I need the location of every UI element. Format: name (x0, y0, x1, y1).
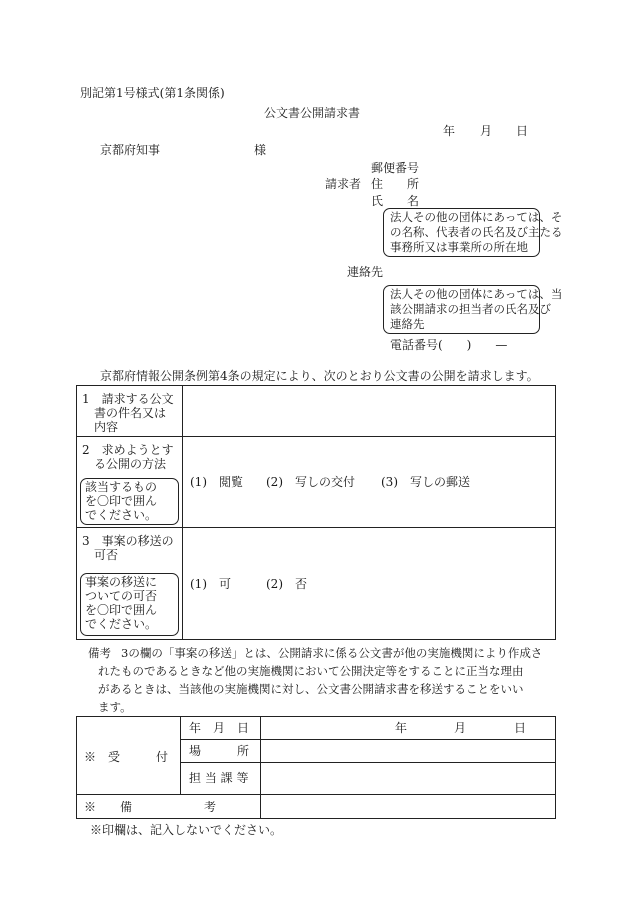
row2-note-line-1: 該当するもの (85, 480, 158, 494)
name-label: 氏 名 (371, 194, 420, 208)
office-divider-h2 (180, 762, 556, 763)
row2-label-line-1: 2 求めようとす (82, 443, 174, 457)
office-divider-v2 (260, 716, 261, 819)
remarks-line-4: ます。 (98, 700, 132, 714)
office-divider-h3 (76, 794, 556, 795)
table-column-divider (182, 385, 183, 640)
contact-label: 連絡先 (347, 265, 384, 279)
contact-note-line-1: 法人その他の団体にあっては、当 (390, 287, 563, 301)
contact-note-line-2: 該公開請求の担当者の氏名及び (390, 302, 551, 316)
postal-code-label: 郵便番号 (371, 161, 420, 175)
row1-label-line-2: 書の件名又は (82, 406, 167, 420)
row3-note-line-1: 事案の移送に (85, 575, 158, 589)
office-date-day: 日 (514, 721, 527, 735)
row2-note-line-3: でください。 (85, 508, 158, 522)
remarks-line-3: があるときは、当該他の実施機関に対し、公文書公開請求書を移送することをいい (98, 682, 524, 696)
row3-label-line-2: 可否 (82, 548, 119, 562)
row2-label-line-2: る公開の方法 (82, 457, 167, 471)
office-notes-label: ※ 備 考 (84, 800, 217, 814)
office-divider-h1 (180, 739, 556, 740)
row3-note-line-3: を〇印で囲ん (85, 603, 158, 617)
form-number: 別記第1号様式(第1条関係) (80, 86, 225, 100)
footer-note: ※印欄は、記入しないでください。 (90, 823, 283, 837)
subject-input-area[interactable] (184, 387, 554, 435)
remarks-label: 備考 (88, 646, 111, 660)
document-title: 公文書公開請求書 (264, 106, 361, 120)
corporation-note-line-2: の名称、代表者の氏名及び主たる (390, 225, 563, 239)
phone-number-label: 電話番号( ) — (390, 338, 508, 352)
row1-label-line-3: 内容 (82, 420, 119, 434)
row1-label-line-1: 1 請求する公文 (82, 392, 174, 406)
office-date-month: 月 (454, 721, 467, 735)
office-date-label: 年 月 日 (189, 721, 250, 735)
row2-note-line-2: を〇印で囲ん (85, 494, 158, 508)
requester-label: 請求者 (325, 177, 362, 191)
request-statement: 京都府情報公開条例第4条の規定により、次のとおり公文書の公開を請求します。 (100, 369, 539, 383)
office-date-year: 年 (395, 721, 408, 735)
row3-note-line-4: でください。 (85, 617, 158, 631)
row3-note-line-2: ついての可否 (85, 589, 158, 603)
address-label: 住 所 (371, 177, 420, 191)
honorific: 様 (254, 143, 267, 157)
receipt-label: ※ 受 付 (84, 750, 169, 764)
date-year-label: 年 (443, 124, 456, 138)
option-copy-mailing[interactable]: (3) 写しの郵送 (381, 475, 470, 489)
option-inspection[interactable]: (1) 閲覧 (190, 475, 243, 489)
option-transfer-no[interactable]: (2) 否 (266, 577, 307, 591)
corporation-note-line-3: 事務所又は事業所の所在地 (390, 240, 528, 254)
remarks-line-2: れたものであるときなど他の実施機関において公開決定等をすることに正当な理由 (98, 664, 524, 678)
option-copy-delivery[interactable]: (2) 写しの交付 (266, 475, 355, 489)
date-month-label: 月 (480, 124, 493, 138)
contact-note-line-3: 連絡先 (390, 317, 425, 331)
table-row-divider-1 (76, 436, 556, 437)
table-row-divider-2 (76, 527, 556, 528)
row3-label-line-1: 3 事案の移送の (82, 534, 174, 548)
remarks-line-1: 3の欄の「事案の移送」とは、公開請求に係る公文書が他の実施機関により作成さ (121, 646, 543, 660)
addressee: 京都府知事 (100, 143, 161, 157)
office-divider-v1 (180, 716, 181, 795)
corporation-note-line-1: 法人その他の団体にあっては、そ (390, 210, 563, 224)
date-day-label: 日 (516, 124, 529, 138)
office-dept-label: 担 当 課 等 (189, 771, 249, 785)
option-transfer-yes[interactable]: (1) 可 (190, 577, 231, 591)
office-place-label: 場 所 (189, 744, 250, 758)
